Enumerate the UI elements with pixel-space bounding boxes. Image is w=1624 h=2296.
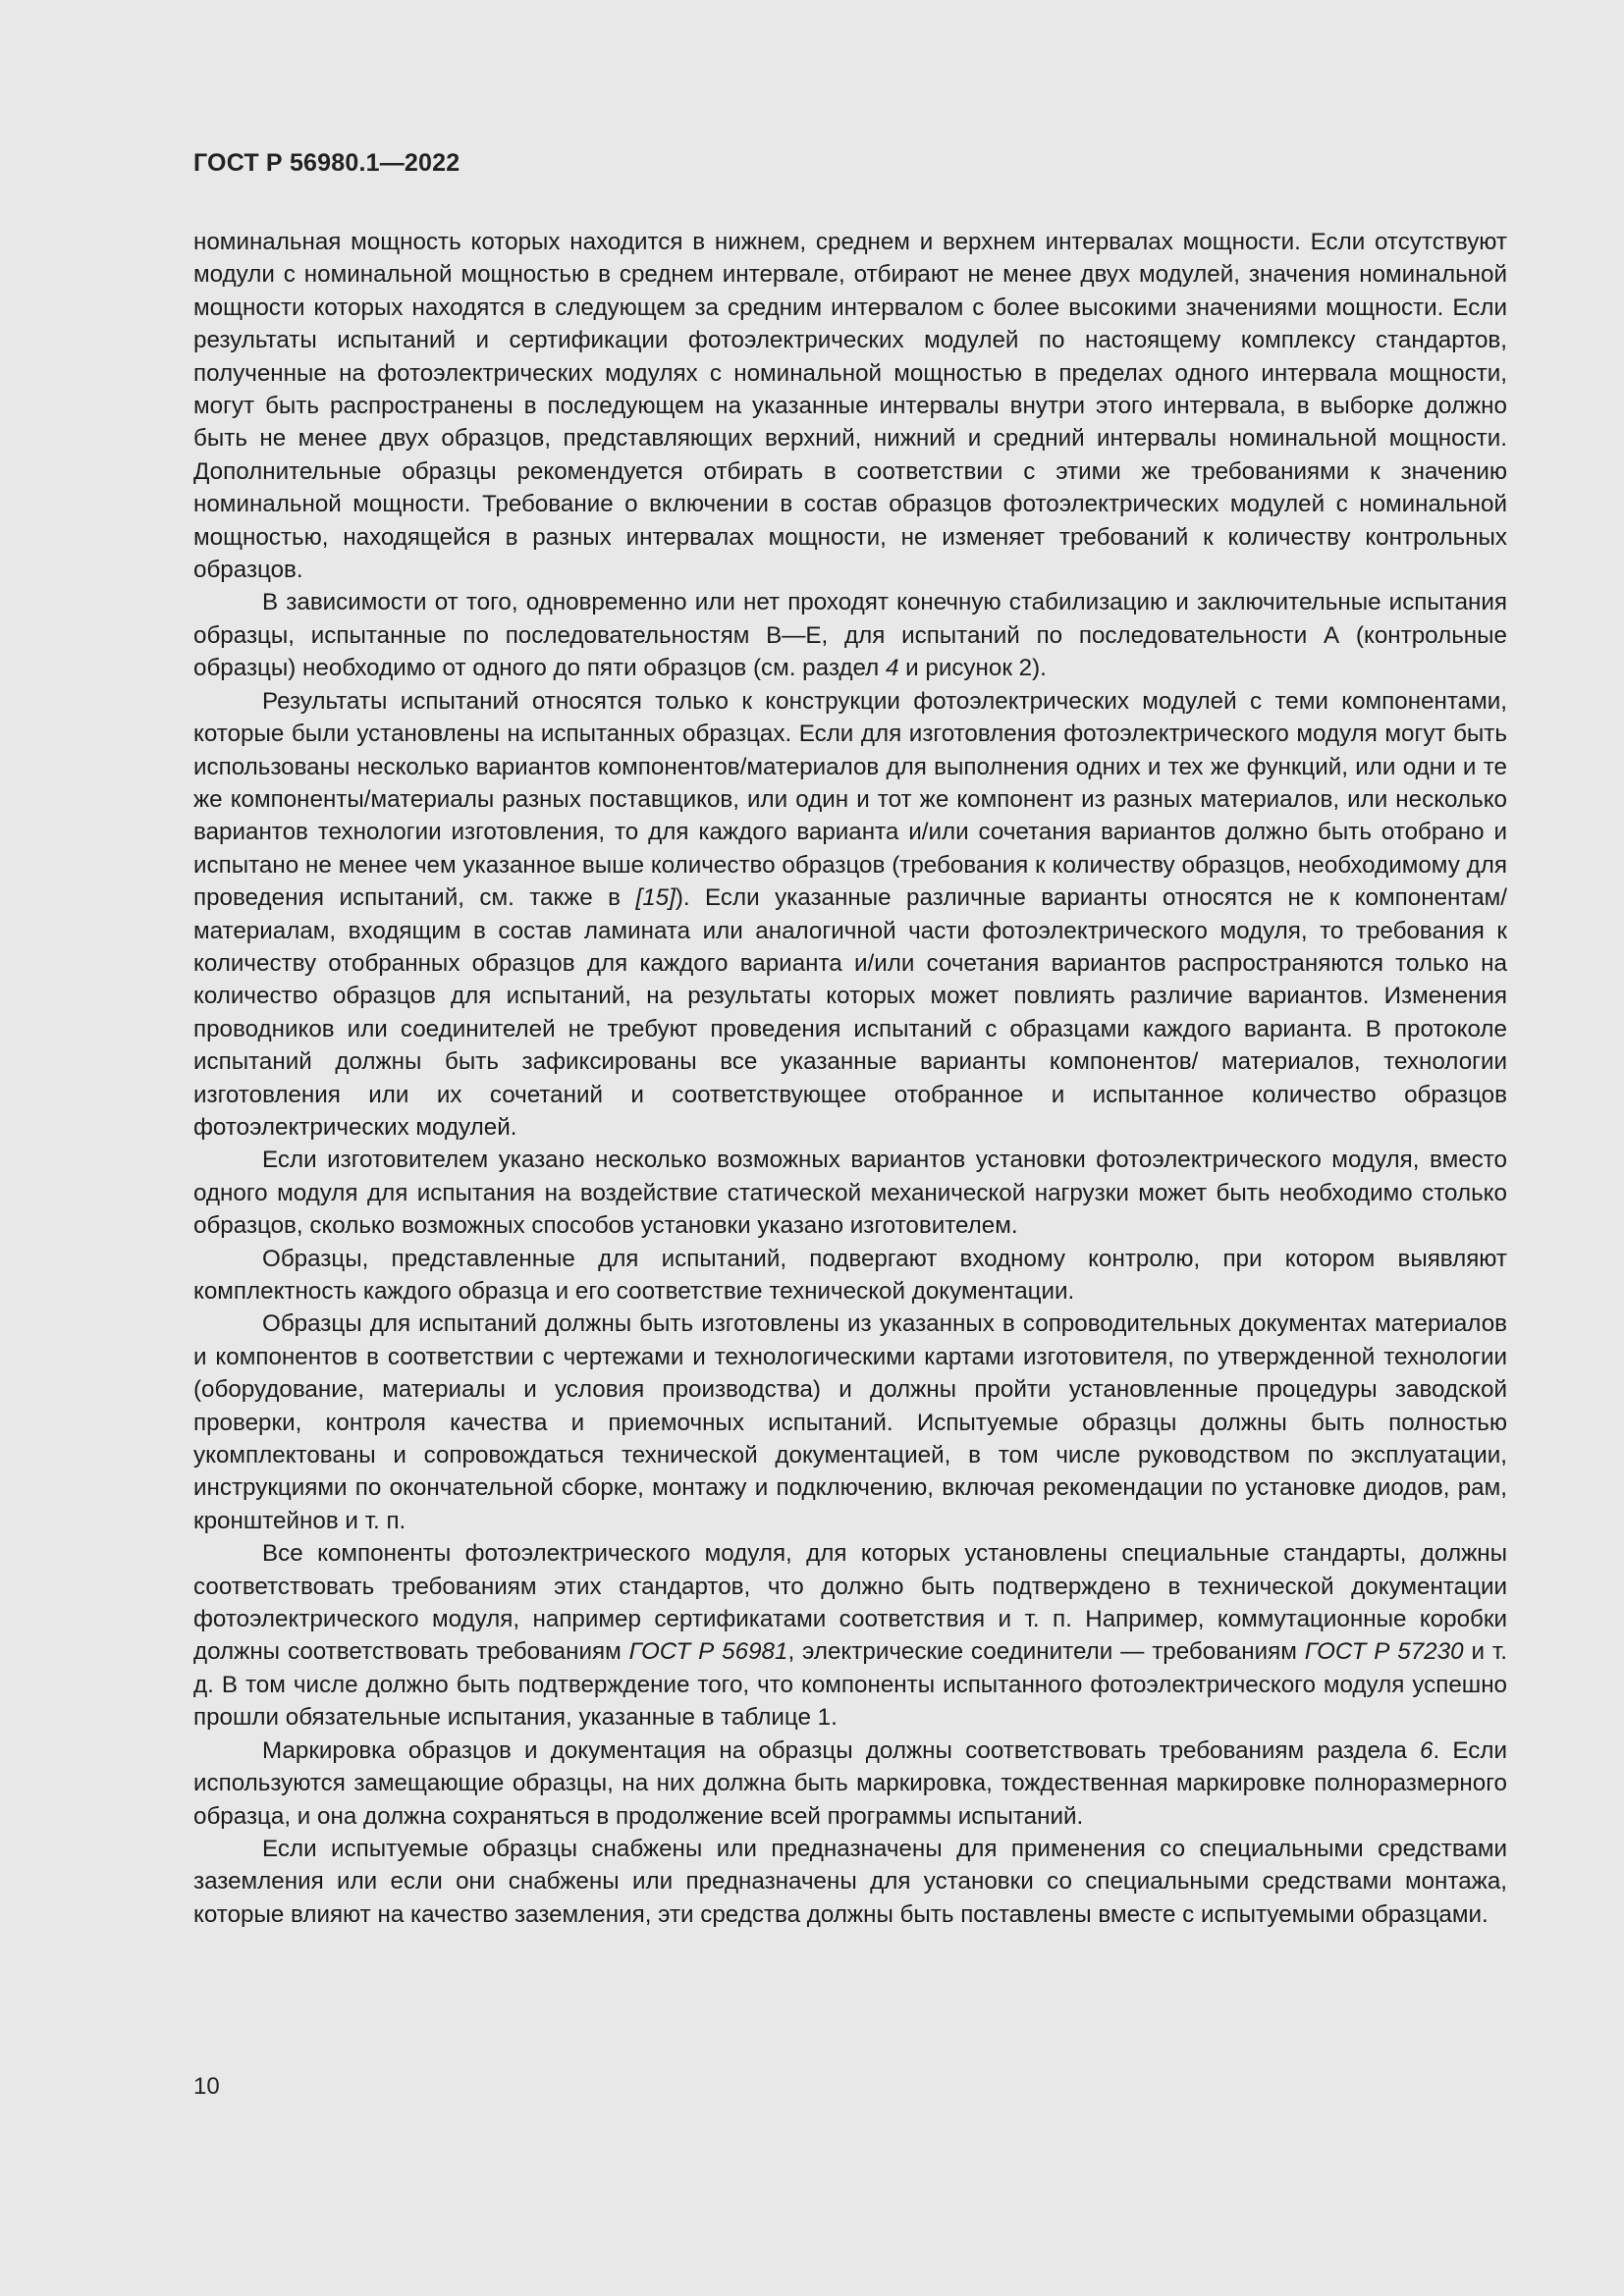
paragraph-text: В зависимости от того, одновременно или нет проходят конечную стабилизацию и заключительные испытания образцы, испытанные по последовательностям B—E, для испытаний по последовательности А (контрольные образцы) необходимо от одного до пяти образцов (см. раздел: [193, 589, 1507, 682]
paragraph-text: Все компоненты фотоэлектрического модуля, для которых установлены специальные стандарты, должны соответствовать требованиям этих стандартов, что должно быть подтверждено в технической документации фотоэлектрического модуля, например сертификатами соответствия и т. п. Например, коммутационные коробки должны соответствовать требованиям: [193, 1540, 1507, 1666]
paragraph-text: Если изготовителем указано несколько возможных вариантов установки фотоэлектрического модуля, вместо одного модуля для испытания на воздействие статической механической нагрузки может быть необходимо столько образцов, сколько возможных способов установки указано изготовителем.: [193, 1147, 1507, 1240]
page-number: 10: [193, 2073, 220, 2100]
paragraph: [193, 1735, 1507, 1833]
paragraph: [193, 1833, 1507, 1931]
paragraph: [193, 685, 1507, 1145]
paragraph-text: , электрические соединители — требованиям: [787, 1638, 1305, 1666]
paragraph: [193, 1243, 1507, 1308]
reference-text: [15]: [635, 884, 676, 912]
paragraph: [193, 1144, 1507, 1242]
paragraph-text: и рисунок 2).: [898, 655, 1047, 682]
paragraph-text: . Если используются замещающие образцы, на них должна быть маркировка, тождественная маркировке полноразмерного образца, и она должна сохраняться в продолжение всей программы испытаний.: [193, 1736, 1507, 1830]
standard-header: ГОСТ Р 56980.1—2022: [193, 149, 460, 177]
paragraph-text: Если испытуемые образцы снабжены или предназначены для применения со специальными средствами заземления или если они снабжены или предназначены для установки со специальными средствами монтажа, которые влияют на качество заземления, эти средства должны быть поставлены вместе с испытуемыми образцами.: [193, 1835, 1507, 1928]
paragraph: [193, 1537, 1507, 1734]
body-text: [193, 226, 1507, 1931]
paragraph-text: Результаты испытаний относятся только к конструкции фотоэлектрических модулей с теми компонентами, которые были установлены на испытанных образцах. Если для изготовления фотоэлектрического модуля могут быть использованы несколько вариантов компонентов/материалов для выполнения одних и тех же функций, или одни и те же компоненты/материалы разных поставщиков, или один и тот же компонент из разных материалов, или несколько вариантов технологии изготовления, то для каждого варианта и/или сочетания вариантов должно быть отобрано и испытано не менее чем указанное выше количество образцов (требования к количеству образцов, необходимому для проведения испытаний, см. также в: [193, 687, 1507, 912]
paragraph-text: и т. д. В том числе должно быть подтверждение того, что компоненты испытанного фотоэлектрического модуля успешно прошли обязательные испытания, указанные в таблице 1.: [193, 1638, 1507, 1732]
reference-text: 4: [885, 655, 899, 682]
paragraph: [193, 586, 1507, 684]
reference-text: ГОСТ Р 57230: [1304, 1638, 1464, 1666]
paragraph: [193, 1308, 1507, 1537]
reference-text: ГОСТ Р 56981: [628, 1638, 788, 1666]
paragraph-text: номинальная мощность которых находится в нижнем, среднем и верхнем интервалах мощности. Если отсутствуют модули с номинальной мощностью в среднем интервале, отбирают не менее двух модулей, значения номинальной мощности которых находятся в следующем за средним интервалом с более высокими значениями мощности. Если результаты испытаний и сертификации фотоэлектрических модулей по настоящему комплексу стандартов, полученные на фотоэлектрических модулях с номинальной мощностью в пределах одного интервала мощности, могут быть распространены в последующем на указанные интервалы внутри этого интервала, в выборке должно быть не менее двух образцов, представляющих верхний, нижний и средний интервалы номинальной мощности. Дополнительные образцы рекомендуется отбирать в соответствии с этими же требованиями к значению номинальной мощности. Требование о включении в состав образцов фотоэлектрических модулей с номинальной мощностью, находящейся в разных интервалах мощности, не изменяет требований к количеству контрольных образцов.: [193, 229, 1507, 584]
paragraph-text: Маркировка образцов и документация на образцы должны соответствовать требованиям раздела: [262, 1736, 1421, 1764]
paragraph-text: Образцы, представленные для испытаний, подвергают входному контролю, при котором выявляют комплектность каждого образца и его соответствие технической документации.: [193, 1245, 1507, 1305]
paragraph-text: ). Если указанные различные варианты относятся не к компонентам/материалам, входящим в состав ламината или аналогичной части фотоэлектрического модуля, то требования к количеству отобранных образцов для каждого варианта и/или сочетания вариантов распространяются только на количество образцов для испытаний, на результаты которых может повлиять различие вариантов. Изменения проводников или соединителей не требуют проведения испытаний с образцами каждого варианта. В протоколе испытаний должны быть зафиксированы все указанные варианты компонентов/ материалов, технологии изготовления или их сочетаний и соответствующее отобранное и испытанное количество образцов фотоэлектрических модулей.: [193, 884, 1507, 1141]
paragraph-text: Образцы для испытаний должны быть изготовлены из указанных в сопроводительных документах материалов и компонентов в соответствии с чертежами и технологическими картами изготовителя, по утвержденной технологии (оборудование, материалы и условия производства) и должны пройти установленные процедуры заводской проверки, контроля качества и приемочных испытаний. Испытуемые образцы должны быть полностью укомплектованы и сопровождаться технической документацией, в том числе руководством по эксплуатации, инструкциями по окончательной сборке, монтажу и подключению, включая рекомендации по установке диодов, рам, кронштейнов и т. п.: [193, 1310, 1507, 1534]
reference-text: 6: [1420, 1736, 1434, 1764]
paragraph: [193, 226, 1507, 586]
